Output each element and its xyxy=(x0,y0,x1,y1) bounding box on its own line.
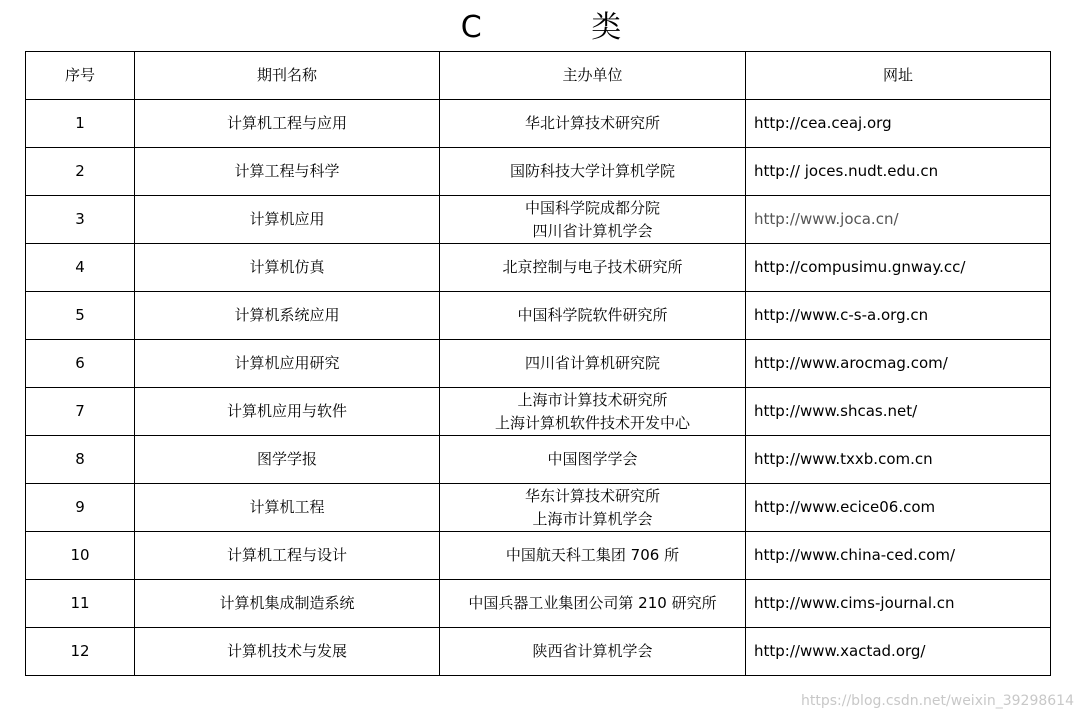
table-row xyxy=(26,484,1051,532)
column-header-org: 主办单位 xyxy=(440,52,746,100)
table-row xyxy=(26,244,1051,292)
cell-organizer xyxy=(440,532,746,580)
organizer-line: 中国科学院成都分院 xyxy=(524,198,660,217)
cell-no: 2 xyxy=(26,148,135,196)
url-text: http://www.xactad.org/ xyxy=(754,642,926,660)
cell-url xyxy=(746,484,1051,532)
organizer-line: 上海计算机软件技术开发中心 xyxy=(494,413,690,432)
table-header-row xyxy=(26,52,1051,100)
journal-table xyxy=(25,51,1051,676)
cell-url xyxy=(746,292,1051,340)
table-row xyxy=(26,340,1051,388)
cell-no: 4 xyxy=(26,244,135,292)
cell-organizer xyxy=(440,148,746,196)
table-row xyxy=(26,532,1051,580)
cell-journal-name: 计算机工程与应用 xyxy=(135,100,440,148)
table-row xyxy=(26,292,1051,340)
cell-organizer xyxy=(440,340,746,388)
page-title: C 类 xyxy=(460,10,672,45)
organizer-line: 国防科技大学计算机学院 xyxy=(509,162,675,180)
cell-organizer xyxy=(440,292,746,340)
watermark: https://blog.csdn.net/weixin_39298614 xyxy=(800,693,1074,709)
organizer-line: 上海市计算技术研究所 xyxy=(517,390,668,409)
organizer-line: 陕西省计算机学会 xyxy=(532,642,653,660)
cell-journal-name: 计算机应用 xyxy=(135,196,440,244)
organizer-line: 上海市计算机学会 xyxy=(532,509,653,528)
cell-no: 5 xyxy=(26,292,135,340)
cell-organizer xyxy=(440,436,746,484)
cell-journal-name: 计算机工程 xyxy=(135,484,440,532)
url-text: http://www.joca.cn/ xyxy=(754,210,899,228)
cell-journal-name: 计算机系统应用 xyxy=(135,292,440,340)
url-text: http://www.txxb.com.cn xyxy=(754,450,933,468)
cell-no: 6 xyxy=(26,340,135,388)
url-text: http://www.shcas.net/ xyxy=(754,402,918,420)
url-text: http://www.ecice06.com xyxy=(754,498,936,516)
url-text: http://www.china-ced.com/ xyxy=(754,546,956,564)
cell-journal-name: 计算机应用研究 xyxy=(135,340,440,388)
cell-url xyxy=(746,628,1051,676)
cell-organizer xyxy=(440,484,746,532)
url-text: http://www.arocmag.com/ xyxy=(754,354,948,372)
table-row xyxy=(26,580,1051,628)
organizer-line: 华东计算技术研究所 xyxy=(524,486,660,505)
cell-journal-name: 计算机技术与发展 xyxy=(135,628,440,676)
cell-no: 11 xyxy=(26,580,135,628)
url-text: http://www.cims-journal.cn xyxy=(754,594,955,612)
cell-url xyxy=(746,100,1051,148)
cell-journal-name: 计算机仿真 xyxy=(135,244,440,292)
cell-no: 7 xyxy=(26,388,135,436)
table-row xyxy=(26,628,1051,676)
cell-organizer xyxy=(440,388,746,436)
cell-journal-name: 计算机集成制造系统 xyxy=(135,580,440,628)
table-row xyxy=(26,436,1051,484)
organizer-line: 中国科学院软件研究所 xyxy=(517,306,668,324)
cell-no: 3 xyxy=(26,196,135,244)
url-text: http://cea.ceaj.org xyxy=(754,114,892,132)
organizer-line: 北京控制与电子技术研究所 xyxy=(502,258,683,276)
cell-journal-name: 计算机应用与软件 xyxy=(135,388,440,436)
url-text: http://compusimu.gnway.cc/ xyxy=(754,258,966,276)
table-row xyxy=(26,148,1051,196)
table-row xyxy=(26,100,1051,148)
cell-organizer xyxy=(440,580,746,628)
cell-no: 12 xyxy=(26,628,135,676)
cell-organizer xyxy=(440,100,746,148)
cell-url xyxy=(746,196,1051,244)
cell-no: 9 xyxy=(26,484,135,532)
cell-url xyxy=(746,340,1051,388)
cell-url xyxy=(746,244,1051,292)
cell-url xyxy=(746,532,1051,580)
cell-journal-name: 图学学报 xyxy=(135,436,440,484)
cell-journal-name: 计算工程与科学 xyxy=(135,148,440,196)
url-text: http:// joces.nudt.edu.cn xyxy=(754,162,939,180)
cell-journal-name: 计算机工程与设计 xyxy=(135,532,440,580)
organizer-line: 华北计算技术研究所 xyxy=(524,114,660,132)
organizer-line: 中国兵器工业集团公司第 210 研究所 xyxy=(468,594,717,612)
column-header-name: 期刊名称 xyxy=(135,52,440,100)
organizer-line: 四川省计算机研究院 xyxy=(524,354,660,372)
column-header-url: 网址 xyxy=(746,52,1051,100)
cell-organizer xyxy=(440,244,746,292)
cell-no: 10 xyxy=(26,532,135,580)
cell-no: 1 xyxy=(26,100,135,148)
cell-organizer xyxy=(440,628,746,676)
organizer-line: 中国航天科工集团 706 所 xyxy=(505,546,680,564)
table-row xyxy=(26,388,1051,436)
url-text: http://www.c-s-a.org.cn xyxy=(754,306,929,324)
table-row xyxy=(26,196,1051,244)
cell-url xyxy=(746,580,1051,628)
organizer-line: 中国图学学会 xyxy=(547,450,638,468)
cell-url xyxy=(746,148,1051,196)
cell-url xyxy=(746,436,1051,484)
cell-organizer xyxy=(440,196,746,244)
organizer-line: 四川省计算机学会 xyxy=(532,221,653,240)
column-header-no: 序号 xyxy=(26,52,135,100)
cell-no: 8 xyxy=(26,436,135,484)
cell-url xyxy=(746,388,1051,436)
